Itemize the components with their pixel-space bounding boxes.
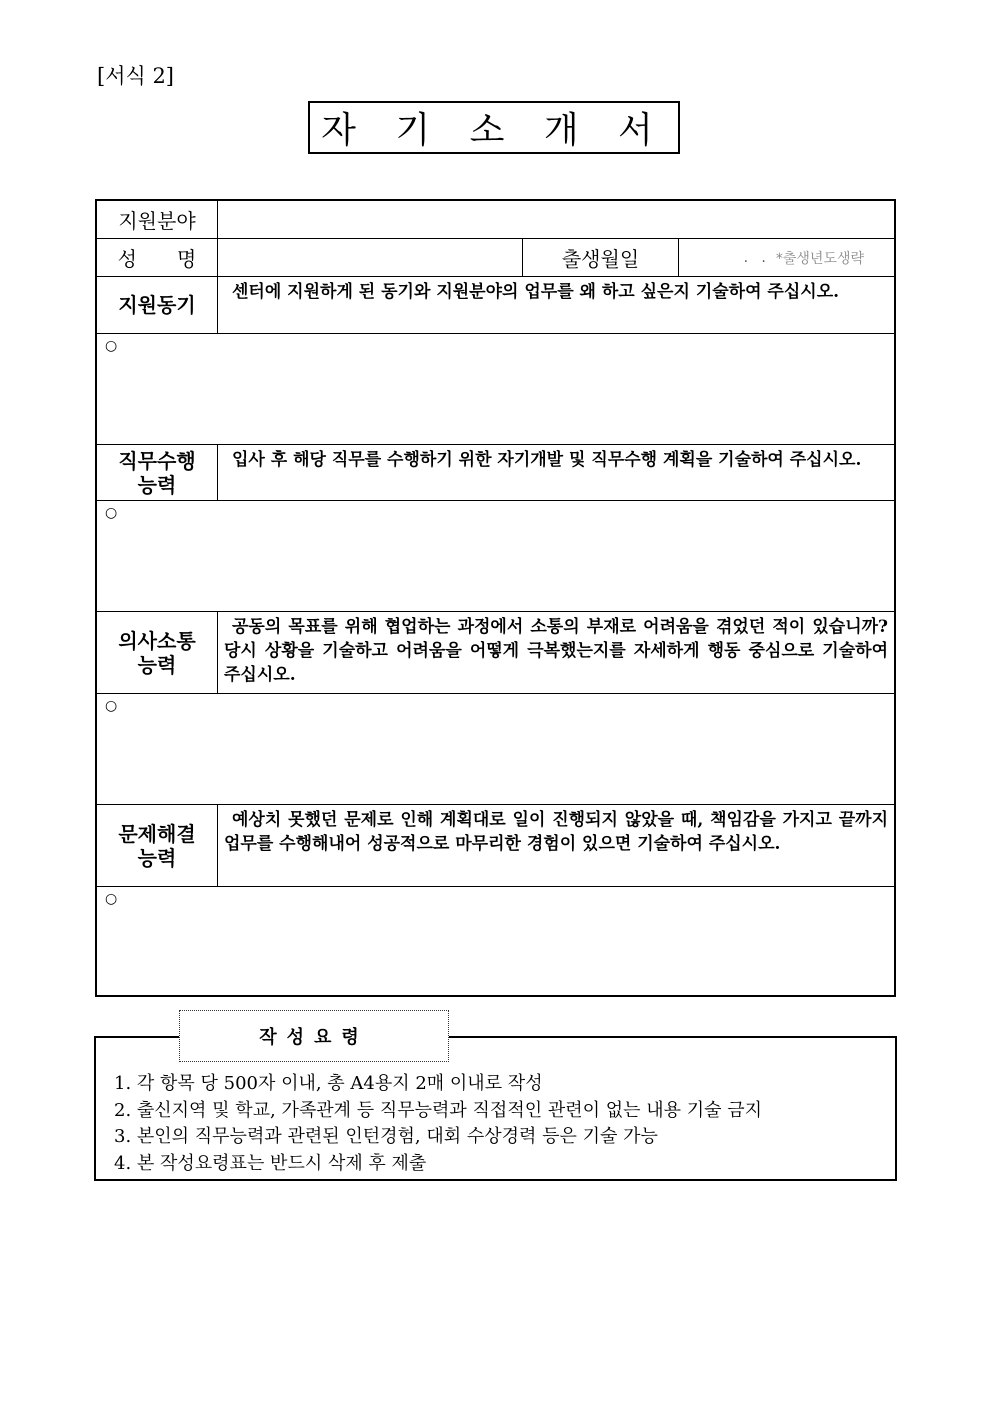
writing-guide-title: 작성요령 xyxy=(179,1010,449,1062)
answer-area-communication[interactable]: ○ xyxy=(105,698,118,714)
guide-item: 2. 출신지역 및 학교, 가족관계 등 직무능력과 직접적인 관련이 없는 내용 기술 금지 xyxy=(114,1099,762,1121)
guide-item: 1. 각 항목 당 500자 이내, 총 A4용지 2매 이내로 작성 xyxy=(114,1073,543,1094)
section-label-job-performance: 직무수행 능력 xyxy=(118,448,196,497)
birth-dots: . . xyxy=(743,249,766,266)
field-label: 지원분야 xyxy=(118,209,196,233)
self-introduction-table xyxy=(95,199,896,997)
answer-area-job-performance[interactable]: ○ xyxy=(105,505,118,521)
answer-area-motivation[interactable]: ○ xyxy=(105,338,118,354)
section-label-motivation: 지원동기 xyxy=(118,293,196,317)
section-question-problem-solving: 예상치 못했던 문제로 인해 계획대로 일이 진행되지 않았을 때, 책임감을 가지고 끝까지 업무를 수행해내어 성공적으로 마무리한 경험이 있으면 기술하여 주십시오. xyxy=(224,810,888,854)
name-input[interactable] xyxy=(218,239,522,276)
guide-item: 3. 본인의 직무능력과 관련된 인턴경험, 대회 수상경력 등은 기술 가능 xyxy=(114,1126,658,1147)
form-id: [서식 2] xyxy=(97,64,174,88)
name-label: 성 명 xyxy=(117,247,197,271)
section-question-motivation: 센터에 지원하게 된 동기와 지원분야의 업무를 왜 하고 싶은지 기술하여 주십시오. xyxy=(232,282,840,302)
document-title: 자 기 소 개 서 xyxy=(308,101,680,154)
birth-input[interactable] xyxy=(679,239,894,276)
guide-item: 4. 본 작성요령표는 반드시 삭제 후 제출 xyxy=(114,1152,427,1174)
section-question-job-performance: 입사 후 해당 직무를 수행하기 위한 자기개발 및 직무수행 계획을 기술하여 주십시오. xyxy=(232,450,862,470)
section-label-problem-solving: 문제해결 능력 xyxy=(118,821,196,870)
birth-note: *출생년도생략 xyxy=(775,250,864,267)
field-input[interactable] xyxy=(218,201,894,238)
section-label-communication: 의사소통 능력 xyxy=(118,628,196,677)
birth-label: 출생월일 xyxy=(561,247,640,271)
answer-area-problem-solving[interactable]: ○ xyxy=(105,891,118,907)
guide-list xyxy=(114,1071,762,1177)
section-question-communication: 공동의 목표를 위해 협업하는 과정에서 소통의 부재로 어려움을 겪었던 적이 있습니까? 당시 상황을 기술하고 어려움을 어떻게 극복했는지를 자세하게 행동 중심으로 기술하여 주십시오. xyxy=(224,617,888,685)
